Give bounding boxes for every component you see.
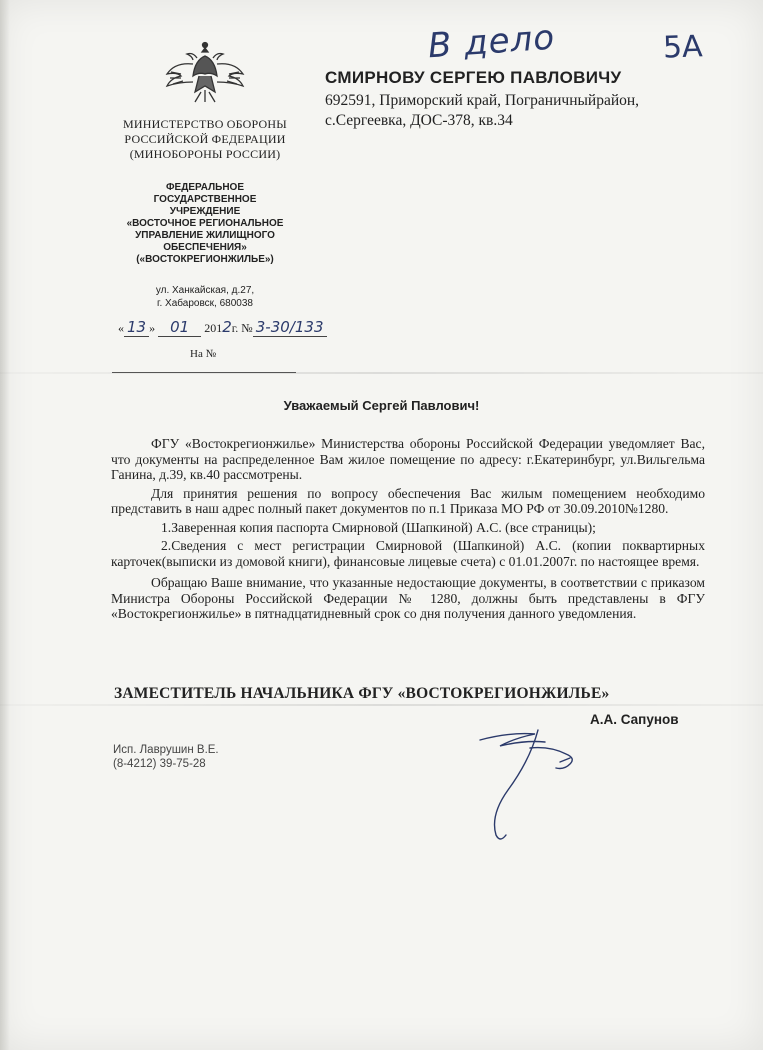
eagle-emblem-icon [165, 40, 245, 108]
sender-address [100, 284, 310, 310]
addressee-address-line: 692591, Приморский край, Пограничныйрайон, [325, 92, 640, 109]
list-item-1: 1.Заверенная копия паспорта Смирновой (Шапкиной) А.С. (все страницы); [161, 519, 596, 535]
registration-date: « 13 » 01 2012г. № 3-30/133 [118, 318, 338, 337]
scan-edge [0, 0, 10, 1050]
sender-address-line: ул. Ханкайская, д.27, [155, 285, 255, 296]
addressee-block [325, 68, 639, 131]
ministry-line: РОССИЙСКОЙ ФЕДЕРАЦИИ [124, 132, 286, 146]
reg-number: 3-30/133 [253, 318, 327, 337]
ministry-line: (МИНОБОРОНЫ РОССИИ) [129, 147, 281, 161]
paragraph-3: Обращаю Ваше внимание, что указанные недостающие документы, в соответствии с приказом Министра Обороны Российской Федерации № 1280, должны быть представлены в ФГУ «Востокрегионжилье» в пятнадцатидневный срок со дня получения данного уведомления. [111, 575, 705, 621]
executor-name: Исп. Лаврушин В.Е. [113, 744, 219, 756]
handwritten-note: В дело [426, 17, 557, 67]
addressee-name: СМИРНОВУ СЕРГЕЮ ПАВЛОВИЧУ [325, 68, 622, 87]
reg-day: 13 [124, 318, 149, 337]
reg-month: 01 [158, 318, 201, 337]
addressee-address-line: с.Сергеевка, ДОС-378, кв.34 [325, 112, 513, 129]
reply-to-label: На № [190, 348, 217, 360]
agency-line: «ВОСТОЧНОЕ РЕГИОНАЛЬНОЕ [126, 218, 284, 229]
paragraph-1: ФГУ «Востокрегионжилье» Министерства обороны Российской Федерации уведомляет Вас, что документы на распределенное Вам жилое помещение по адресу: г.Екатеринбург, ул.Вильгельма Ганина, д.39, кв.40 рассмотрены. [111, 436, 705, 482]
agency-line: УПРАВЛЕНИЕ ЖИЛИЩНОГО [135, 230, 275, 241]
reg-year-suffix: 2 [222, 318, 232, 336]
executor-info [113, 743, 219, 771]
list-item-2: 2.Сведения с мест регистрации Смирновой (Шапкиной) А.С. (копии поквартирных карточек(выписки из домовой книги), финансовые лицевые счета) с 01.01.2007г. по настоящее время. [111, 538, 705, 569]
agency-line: ФЕДЕРАЛЬНОЕ [165, 182, 244, 193]
agency-name [100, 182, 310, 266]
reply-to-line [112, 372, 296, 373]
ministry-line: МИНИСТЕРСТВО ОБОРОНЫ [123, 117, 287, 131]
agency-line: УЧРЕЖДЕНИЕ [169, 206, 241, 217]
agency-line: («ВОСТОКРЕГИОНЖИЛЬЕ») [136, 254, 274, 265]
handwritten-code: 5А [662, 29, 704, 66]
executor-phone: (8-4212) 39-75-28 [113, 758, 206, 770]
letter-body [111, 436, 705, 625]
sender-address-line: г. Хабаровск, 680038 [157, 298, 253, 309]
agency-line: ОБЕСПЕЧЕНИЯ» [163, 242, 247, 253]
signer-title: ЗАМЕСТИТЕЛЬ НАЧАЛЬНИКА ФГУ «ВОСТОКРЕГИОНЖИЛЬЕ» [114, 685, 610, 702]
reg-year-prefix: 201 [204, 321, 223, 335]
ministry-name [100, 117, 310, 162]
signer-name: А.А. Сапунов [590, 712, 679, 727]
paragraph-2: Для принятия решения по вопросу обеспечения Вас жилым помещением необходимо представить в наш адрес полный пакет документов по п.1 Приказа МО РФ от 30.09.2010№1280. [111, 485, 705, 516]
agency-line: ГОСУДАРСТВЕННОЕ [153, 194, 257, 205]
greeting: Уважаемый Сергей Павлович! [283, 398, 480, 413]
paper-fold [0, 704, 763, 706]
handwritten-signature [460, 710, 610, 850]
